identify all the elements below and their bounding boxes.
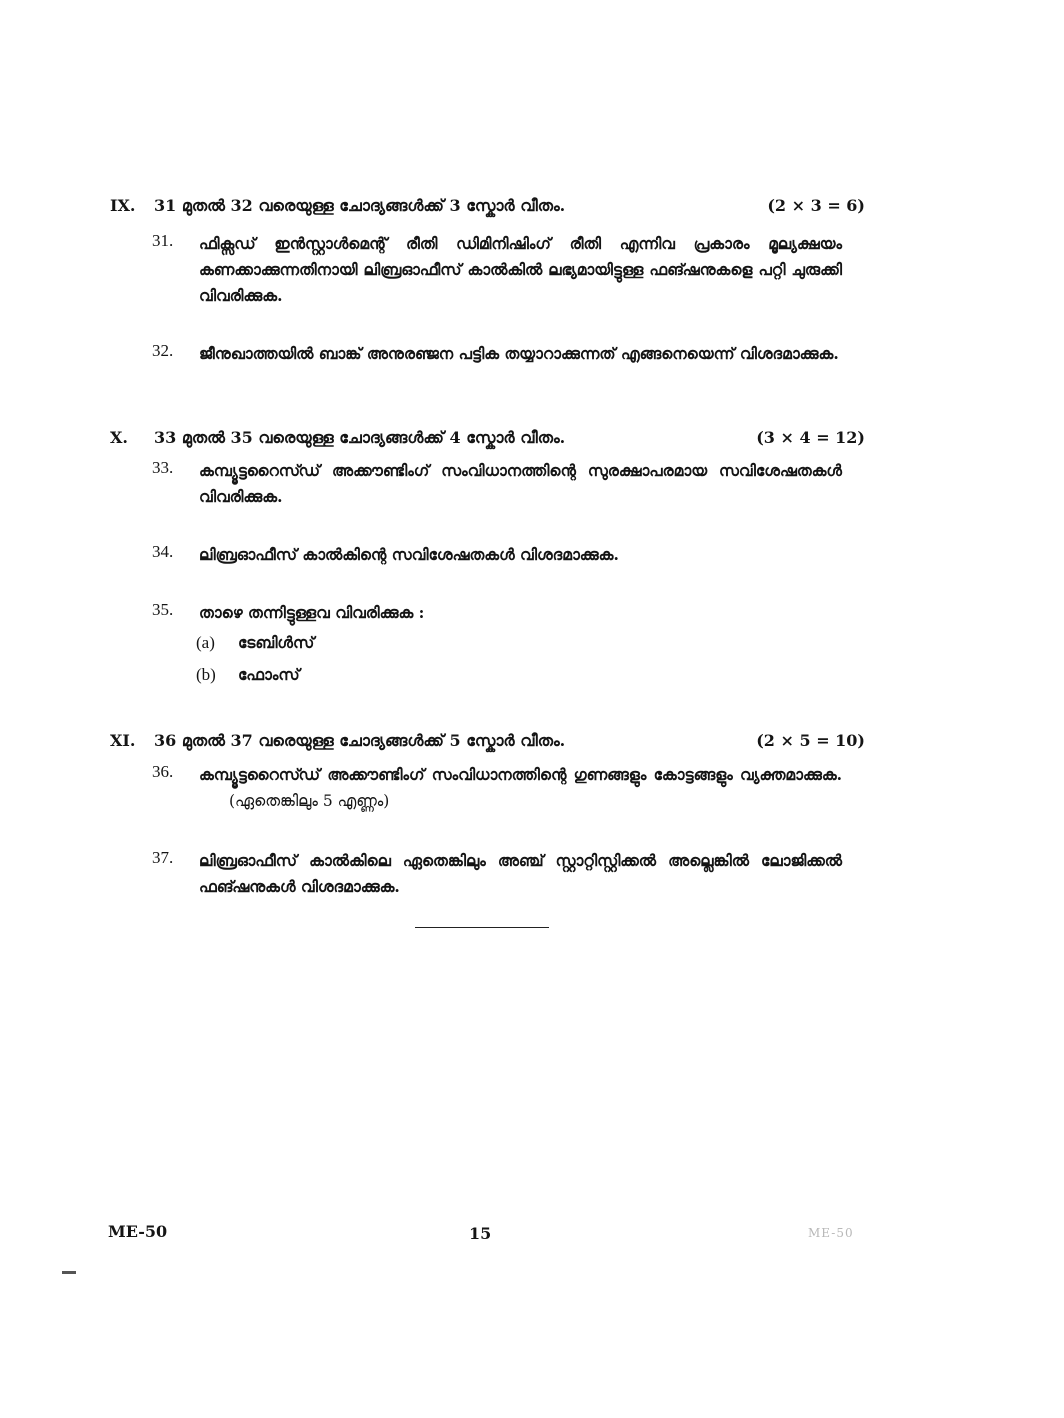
question-31 [152, 231, 842, 309]
question-text: കമ്പ്യൂട്ടറൈസ്ഡ് അക്കൗണ്ടിംഗ് സംവിധാനത്തിന്റെ ഗുണങ്ങളും കോട്ടങ്ങളും വ്യക്തമാക്കുക. [199, 765, 842, 784]
question-text: ലിബ്രഓഫീസ് കാൽകിന്റെ സവിശേഷതകൾ വിശദമാക്കുക. [199, 545, 619, 564]
question-number: 31. [152, 231, 174, 250]
section-marks: (2 × 5 = 10) [756, 731, 865, 750]
question-body [199, 762, 842, 814]
question-text: കമ്പ്യൂട്ടറൈസ്ഡ് അക്കൗണ്ടിംഗ് സംവിധാനത്തിന്റെ സുരക്ഷാപരമായ സവിശേഷതകൾ വിവരിക്കുക. [199, 461, 842, 506]
question-36 [152, 762, 842, 814]
question-35 [152, 600, 842, 626]
section-instruction: 33 മുതൽ 35 വരെയുള്ള ചോദ്യങ്ങൾക്ക് 4 സ്കോർ വീതം. [154, 428, 566, 447]
question-number: 33. [152, 458, 174, 477]
paper-code: ME-50 [108, 1222, 168, 1241]
section-number: X. [110, 428, 128, 447]
sub-item-label: (b) [196, 665, 216, 684]
question-note: (ഏതെങ്കിലും 5 എണ്ണം) [229, 792, 390, 810]
question-number: 32. [152, 341, 174, 360]
question-33 [152, 458, 842, 510]
sub-item-text: ടേബിൾസ് [238, 633, 315, 652]
question-number: 35. [152, 600, 174, 619]
question-number: 34. [152, 542, 174, 561]
question-text: ലിബ്രഓഫീസ് കാൽകിലെ ഏതെങ്കിലും അഞ്ച് സ്റ്റാറ്റിസ്റ്റിക്കൽ അല്ലെങ്കിൽ ലോജിക്കൽ ഫങ്ഷനുകൾ വിശദമാക്കുക. [199, 851, 842, 896]
faint-footer-mark: ME-50 [808, 1226, 854, 1240]
question-text: താഴെ തന്നിട്ടുള്ളവ വിവരിക്കുക : [199, 603, 425, 622]
section-number: XI. [110, 731, 136, 750]
question-text: ജീനുഖാത്തയിൽ ബാങ്ക് അനുരഞ്ജന പട്ടിക തയ്യാറാക്കുന്നത് എങ്ങനെയെന്ന് വിശദമാക്കുക. [199, 344, 839, 363]
sub-item-label: (a) [196, 633, 215, 652]
question-text: ഫിക്സഡ് ഇൻസ്റ്റാൾമെന്റ് രീതി ഡിമിനിഷിംഗ് രീതി എന്നിവ പ്രകാരം മൂല്യക്ഷയം കണക്കാക്കുന്നതിനായി ലിബ്രഓഫീസ് കാൽകിൽ ലഭ്യമായിട്ടുള്ള ഫങ്ഷനുകളെ പറ്റി ചുരുക്കി വിവരിക്കുക. [199, 234, 842, 305]
end-rule [415, 927, 549, 928]
question-32 [152, 341, 842, 367]
question-number: 37. [152, 848, 174, 867]
section-marks: (2 × 3 = 6) [767, 196, 865, 215]
section-instruction: 31 മുതൽ 32 വരെയുള്ള ചോദ്യങ്ങൾക്ക് 3 സ്കോർ വീതം. [154, 196, 566, 215]
sub-item-text: ഫോംസ് [238, 665, 300, 684]
scan-mark [62, 1271, 76, 1274]
page-number: 15 [469, 1224, 492, 1243]
question-37 [152, 848, 842, 900]
section-number: IX. [110, 196, 136, 215]
question-34 [152, 542, 842, 568]
section-marks: (3 × 4 = 12) [756, 428, 865, 447]
section-instruction: 36 മുതൽ 37 വരെയുള്ള ചോദ്യങ്ങൾക്ക് 5 സ്കോർ വീതം. [154, 731, 566, 750]
question-number: 36. [152, 762, 174, 781]
